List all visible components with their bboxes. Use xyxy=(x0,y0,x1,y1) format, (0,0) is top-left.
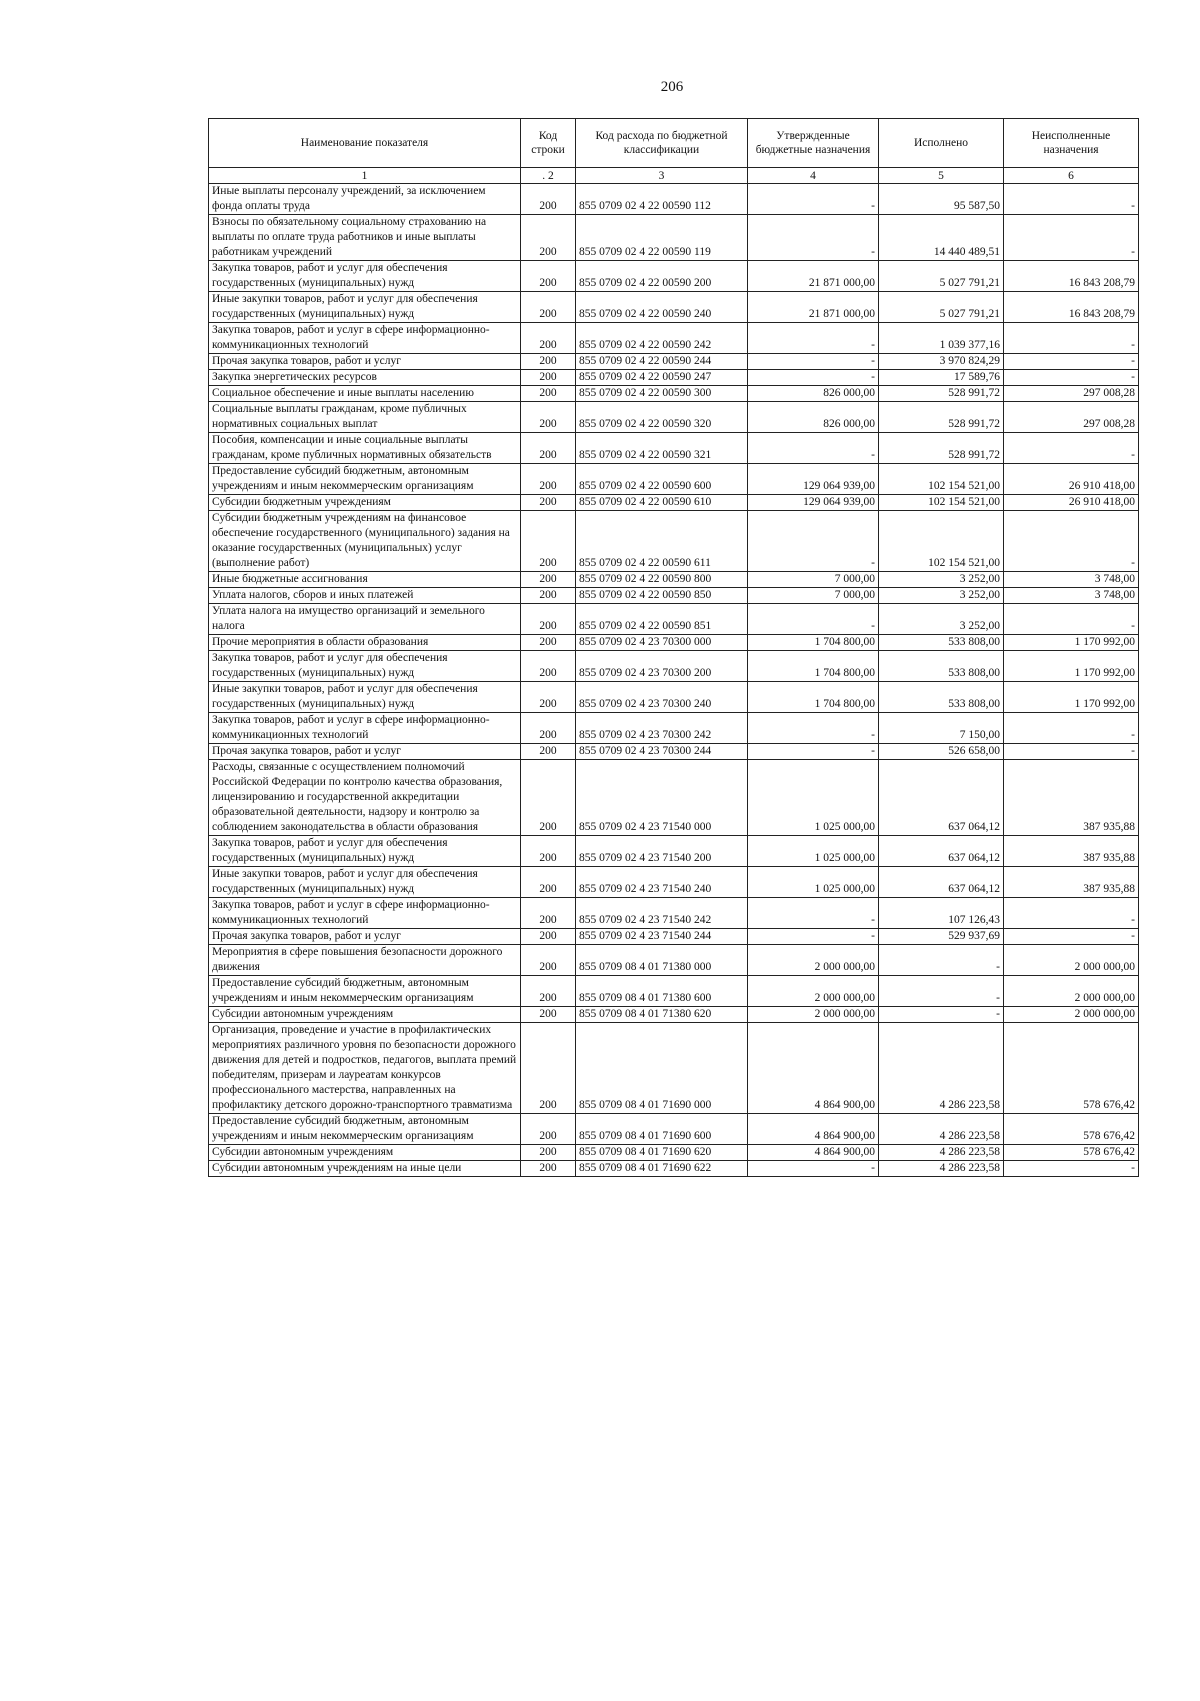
executed-amount-cell: 102 154 521,00 xyxy=(879,464,1004,495)
approved-amount-cell: 1 025 000,00 xyxy=(748,836,879,867)
budget-code-cell: 855 0709 02 4 23 71540 240 xyxy=(576,867,748,898)
table-row xyxy=(209,184,1139,215)
line-code-cell: 200 xyxy=(521,370,576,386)
indicator-name-cell: Мероприятия в сфере повышения безопасности дорожного движения xyxy=(209,945,521,976)
line-code-cell: 200 xyxy=(521,215,576,261)
table-row xyxy=(209,635,1139,651)
table-row xyxy=(209,760,1139,836)
budget-code-cell: 855 0709 02 4 22 00590 244 xyxy=(576,354,748,370)
header-executed: Исполнено xyxy=(879,119,1004,168)
budget-code-cell: 855 0709 02 4 23 70300 240 xyxy=(576,682,748,713)
unexecuted-amount-cell: 3 748,00 xyxy=(1004,572,1139,588)
unexecuted-amount-cell: 578 676,42 xyxy=(1004,1023,1139,1114)
executed-amount-cell: 533 808,00 xyxy=(879,682,1004,713)
indicator-name-cell: Закупка энергетических ресурсов xyxy=(209,370,521,386)
indicator-name-cell: Закупка товаров, работ и услуг для обеспечения государственных (муниципальных) нужд xyxy=(209,651,521,682)
table-row xyxy=(209,1161,1139,1177)
indicator-name-cell: Иные выплаты персоналу учреждений, за исключением фонда оплаты труда xyxy=(209,184,521,215)
table-row xyxy=(209,588,1139,604)
unexecuted-amount-cell: - xyxy=(1004,511,1139,572)
executed-amount-cell: 7 150,00 xyxy=(879,713,1004,744)
indicator-name-cell: Социальное обеспечение и иные выплаты населению xyxy=(209,386,521,402)
budget-code-cell: 855 0709 08 4 01 71690 620 xyxy=(576,1145,748,1161)
indicator-name-cell: Пособия, компенсации и иные социальные выплаты гражданам, кроме публичных нормативных обязательств xyxy=(209,433,521,464)
column-number: 5 xyxy=(879,168,1004,184)
executed-amount-cell: 17 589,76 xyxy=(879,370,1004,386)
table-row xyxy=(209,495,1139,511)
unexecuted-amount-cell: 578 676,42 xyxy=(1004,1114,1139,1145)
budget-code-cell: 855 0709 08 4 01 71380 000 xyxy=(576,945,748,976)
budget-code-cell: 855 0709 02 4 22 00590 320 xyxy=(576,402,748,433)
approved-amount-cell: - xyxy=(748,511,879,572)
indicator-name-cell: Уплата налога на имущество организаций и земельного налога xyxy=(209,604,521,635)
approved-amount-cell: - xyxy=(748,323,879,354)
approved-amount-cell: 21 871 000,00 xyxy=(748,261,879,292)
budget-code-cell: 855 0709 02 4 22 00590 600 xyxy=(576,464,748,495)
indicator-name-cell: Иные закупки товаров, работ и услуг для обеспечения государственных (муниципальных) нужд xyxy=(209,292,521,323)
approved-amount-cell: - xyxy=(748,354,879,370)
budget-execution-table xyxy=(208,118,1139,1177)
line-code-cell: 200 xyxy=(521,354,576,370)
executed-amount-cell: 3 970 824,29 xyxy=(879,354,1004,370)
table-row xyxy=(209,386,1139,402)
unexecuted-amount-cell: - xyxy=(1004,713,1139,744)
table-row xyxy=(209,945,1139,976)
header-unexecuted: Неисполненные назначения xyxy=(1004,119,1139,168)
indicator-name-cell: Субсидии автономным учреждениям xyxy=(209,1007,521,1023)
line-code-cell: 200 xyxy=(521,1161,576,1177)
table-row xyxy=(209,354,1139,370)
line-code-cell: 200 xyxy=(521,976,576,1007)
table-row xyxy=(209,929,1139,945)
table-row xyxy=(209,744,1139,760)
budget-code-cell: 855 0709 02 4 23 71540 000 xyxy=(576,760,748,836)
executed-amount-cell: 4 286 223,58 xyxy=(879,1023,1004,1114)
approved-amount-cell: - xyxy=(748,370,879,386)
unexecuted-amount-cell: - xyxy=(1004,604,1139,635)
unexecuted-amount-cell: 2 000 000,00 xyxy=(1004,1007,1139,1023)
line-code-cell: 200 xyxy=(521,588,576,604)
table-row xyxy=(209,898,1139,929)
unexecuted-amount-cell: - xyxy=(1004,370,1139,386)
column-number: 6 xyxy=(1004,168,1139,184)
table-row xyxy=(209,836,1139,867)
approved-amount-cell: 129 064 939,00 xyxy=(748,464,879,495)
line-code-cell: 200 xyxy=(521,744,576,760)
header-line-code: Код строки xyxy=(521,119,576,168)
executed-amount-cell: 637 064,12 xyxy=(879,836,1004,867)
executed-amount-cell: 102 154 521,00 xyxy=(879,495,1004,511)
table-row xyxy=(209,323,1139,354)
line-code-cell: 200 xyxy=(521,929,576,945)
line-code-cell: 200 xyxy=(521,760,576,836)
executed-amount-cell: 5 027 791,21 xyxy=(879,261,1004,292)
line-code-cell: 200 xyxy=(521,651,576,682)
budget-code-cell: 855 0709 08 4 01 71690 622 xyxy=(576,1161,748,1177)
executed-amount-cell: 3 252,00 xyxy=(879,604,1004,635)
line-code-cell: 200 xyxy=(521,1023,576,1114)
line-code-cell: 200 xyxy=(521,572,576,588)
budget-code-cell: 855 0709 02 4 23 71540 244 xyxy=(576,929,748,945)
line-code-cell: 200 xyxy=(521,713,576,744)
approved-amount-cell: 1 025 000,00 xyxy=(748,867,879,898)
executed-amount-cell: 102 154 521,00 xyxy=(879,511,1004,572)
executed-amount-cell: 4 286 223,58 xyxy=(879,1161,1004,1177)
unexecuted-amount-cell: 387 935,88 xyxy=(1004,836,1139,867)
column-number-row xyxy=(209,168,1139,184)
approved-amount-cell: - xyxy=(748,744,879,760)
indicator-name-cell: Прочая закупка товаров, работ и услуг xyxy=(209,744,521,760)
executed-amount-cell: 107 126,43 xyxy=(879,898,1004,929)
unexecuted-amount-cell: - xyxy=(1004,354,1139,370)
unexecuted-amount-cell: 16 843 208,79 xyxy=(1004,261,1139,292)
unexecuted-amount-cell: 297 008,28 xyxy=(1004,386,1139,402)
executed-amount-cell: 637 064,12 xyxy=(879,760,1004,836)
executed-amount-cell: 528 991,72 xyxy=(879,433,1004,464)
indicator-name-cell: Иные закупки товаров, работ и услуг для обеспечения государственных (муниципальных) нужд xyxy=(209,682,521,713)
unexecuted-amount-cell: - xyxy=(1004,898,1139,929)
table-row xyxy=(209,215,1139,261)
line-code-cell: 200 xyxy=(521,1145,576,1161)
indicator-name-cell: Субсидии бюджетным учреждениям xyxy=(209,495,521,511)
executed-amount-cell: 1 039 377,16 xyxy=(879,323,1004,354)
table-row xyxy=(209,433,1139,464)
table-row xyxy=(209,976,1139,1007)
table-row xyxy=(209,604,1139,635)
approved-amount-cell: 7 000,00 xyxy=(748,588,879,604)
table-row xyxy=(209,292,1139,323)
indicator-name-cell: Взносы по обязательному социальному страхованию на выплаты по оплате труда работников и иные выплаты работникам учреждений xyxy=(209,215,521,261)
approved-amount-cell: - xyxy=(748,1161,879,1177)
unexecuted-amount-cell: 26 910 418,00 xyxy=(1004,495,1139,511)
unexecuted-amount-cell: - xyxy=(1004,744,1139,760)
line-code-cell: 200 xyxy=(521,184,576,215)
table-row xyxy=(209,1145,1139,1161)
line-code-cell: 200 xyxy=(521,1007,576,1023)
line-code-cell: 200 xyxy=(521,604,576,635)
executed-amount-cell: 528 991,72 xyxy=(879,402,1004,433)
indicator-name-cell: Субсидии автономным учреждениям xyxy=(209,1145,521,1161)
approved-amount-cell: - xyxy=(748,433,879,464)
budget-code-cell: 855 0709 02 4 22 00590 300 xyxy=(576,386,748,402)
approved-amount-cell: - xyxy=(748,215,879,261)
table-row xyxy=(209,572,1139,588)
table-row xyxy=(209,370,1139,386)
unexecuted-amount-cell: 1 170 992,00 xyxy=(1004,651,1139,682)
table-body xyxy=(209,184,1139,1177)
budget-code-cell: 855 0709 02 4 22 00590 242 xyxy=(576,323,748,354)
approved-amount-cell: 4 864 900,00 xyxy=(748,1145,879,1161)
table-row xyxy=(209,464,1139,495)
approved-amount-cell: 2 000 000,00 xyxy=(748,976,879,1007)
approved-amount-cell: 1 704 800,00 xyxy=(748,682,879,713)
page-number: 206 xyxy=(660,79,684,95)
approved-amount-cell: 21 871 000,00 xyxy=(748,292,879,323)
approved-amount-cell: 2 000 000,00 xyxy=(748,945,879,976)
unexecuted-amount-cell: 2 000 000,00 xyxy=(1004,976,1139,1007)
budget-code-cell: 855 0709 02 4 23 70300 200 xyxy=(576,651,748,682)
executed-amount-cell: 14 440 489,51 xyxy=(879,215,1004,261)
header-budget-code: Код расхода по бюджетной классификации xyxy=(576,119,748,168)
line-code-cell: 200 xyxy=(521,682,576,713)
executed-amount-cell: 533 808,00 xyxy=(879,651,1004,682)
indicator-name-cell: Предоставление субсидий бюджетным, автономным учреждениям и иным некоммерческим организациям xyxy=(209,464,521,495)
budget-code-cell: 855 0709 02 4 22 00590 247 xyxy=(576,370,748,386)
executed-amount-cell: 637 064,12 xyxy=(879,867,1004,898)
approved-amount-cell: 1 704 800,00 xyxy=(748,651,879,682)
approved-amount-cell: 826 000,00 xyxy=(748,402,879,433)
table-row xyxy=(209,402,1139,433)
budget-code-cell: 855 0709 02 4 22 00590 851 xyxy=(576,604,748,635)
unexecuted-amount-cell: 1 170 992,00 xyxy=(1004,635,1139,651)
executed-amount-cell: 528 991,72 xyxy=(879,386,1004,402)
unexecuted-amount-cell: 26 910 418,00 xyxy=(1004,464,1139,495)
executed-amount-cell: 529 937,69 xyxy=(879,929,1004,945)
line-code-cell: 200 xyxy=(521,323,576,354)
line-code-cell: 200 xyxy=(521,945,576,976)
unexecuted-amount-cell: 1 170 992,00 xyxy=(1004,682,1139,713)
executed-amount-cell: 3 252,00 xyxy=(879,572,1004,588)
executed-amount-cell: 5 027 791,21 xyxy=(879,292,1004,323)
budget-code-cell: 855 0709 02 4 22 00590 112 xyxy=(576,184,748,215)
indicator-name-cell: Прочая закупка товаров, работ и услуг xyxy=(209,354,521,370)
unexecuted-amount-cell: - xyxy=(1004,323,1139,354)
budget-code-cell: 855 0709 02 4 22 00590 321 xyxy=(576,433,748,464)
table-row xyxy=(209,867,1139,898)
line-code-cell: 200 xyxy=(521,292,576,323)
indicator-name-cell: Организация, проведение и участие в профилактических мероприятиях различного уровня по безопасности дорожного движения для детей и подростков, педагогов, выплата премий победителям, призерам и лауреатам конкурсов профессионального мастерства, направленных на профилактику детского дорожно-транспортного травматизма xyxy=(209,1023,521,1114)
header-row xyxy=(209,119,1139,168)
table-row xyxy=(209,261,1139,292)
line-code-cell: 200 xyxy=(521,898,576,929)
budget-code-cell: 855 0709 02 4 23 70300 242 xyxy=(576,713,748,744)
approved-amount-cell: 4 864 900,00 xyxy=(748,1023,879,1114)
unexecuted-amount-cell: - xyxy=(1004,433,1139,464)
budget-code-cell: 855 0709 02 4 22 00590 611 xyxy=(576,511,748,572)
budget-code-cell: 855 0709 02 4 23 70300 244 xyxy=(576,744,748,760)
approved-amount-cell: 1 025 000,00 xyxy=(748,760,879,836)
indicator-name-cell: Субсидии автономным учреждениям на иные цели xyxy=(209,1161,521,1177)
unexecuted-amount-cell: 578 676,42 xyxy=(1004,1145,1139,1161)
budget-code-cell: 855 0709 02 4 22 00590 119 xyxy=(576,215,748,261)
indicator-name-cell: Предоставление субсидий бюджетным, автономным учреждениям и иным некоммерческим организациям xyxy=(209,1114,521,1145)
unexecuted-amount-cell: 387 935,88 xyxy=(1004,760,1139,836)
indicator-name-cell: Закупка товаров, работ и услуг в сфере информационно-коммуникационных технологий xyxy=(209,898,521,929)
line-code-cell: 200 xyxy=(521,511,576,572)
line-code-cell: 200 xyxy=(521,495,576,511)
line-code-cell: 200 xyxy=(521,635,576,651)
line-code-cell: 200 xyxy=(521,402,576,433)
executed-amount-cell: 526 658,00 xyxy=(879,744,1004,760)
budget-code-cell: 855 0709 02 4 23 71540 242 xyxy=(576,898,748,929)
unexecuted-amount-cell: - xyxy=(1004,1161,1139,1177)
column-number: . 2 xyxy=(521,168,576,184)
approved-amount-cell: 129 064 939,00 xyxy=(748,495,879,511)
approved-amount-cell: - xyxy=(748,898,879,929)
executed-amount-cell: - xyxy=(879,945,1004,976)
header-approved: Утвержденные бюджетные назначения xyxy=(748,119,879,168)
indicator-name-cell: Субсидии бюджетным учреждениям на финансовое обеспечение государственного (муниципального) задания на оказание государственных (муниципальных) услуг (выполнение работ) xyxy=(209,511,521,572)
approved-amount-cell: - xyxy=(748,929,879,945)
indicator-name-cell: Прочая закупка товаров, работ и услуг xyxy=(209,929,521,945)
indicator-name-cell: Иные бюджетные ассигнования xyxy=(209,572,521,588)
budget-code-cell: 855 0709 02 4 23 71540 200 xyxy=(576,836,748,867)
column-number: 4 xyxy=(748,168,879,184)
approved-amount-cell: 2 000 000,00 xyxy=(748,1007,879,1023)
table-row xyxy=(209,713,1139,744)
approved-amount-cell: - xyxy=(748,604,879,635)
budget-code-cell: 855 0709 02 4 22 00590 240 xyxy=(576,292,748,323)
budget-code-cell: 855 0709 02 4 22 00590 800 xyxy=(576,572,748,588)
header-indicator-name: Наименование показателя xyxy=(209,119,521,168)
approved-amount-cell: 826 000,00 xyxy=(748,386,879,402)
table-row xyxy=(209,511,1139,572)
unexecuted-amount-cell: 3 748,00 xyxy=(1004,588,1139,604)
unexecuted-amount-cell: - xyxy=(1004,215,1139,261)
indicator-name-cell: Закупка товаров, работ и услуг для обеспечения государственных (муниципальных) нужд xyxy=(209,836,521,867)
indicator-name-cell: Уплата налогов, сборов и иных платежей xyxy=(209,588,521,604)
budget-code-cell: 855 0709 02 4 22 00590 850 xyxy=(576,588,748,604)
budget-code-cell: 855 0709 02 4 22 00590 200 xyxy=(576,261,748,292)
table-row xyxy=(209,651,1139,682)
column-number: 1 xyxy=(209,168,521,184)
executed-amount-cell: 4 286 223,58 xyxy=(879,1145,1004,1161)
unexecuted-amount-cell: 387 935,88 xyxy=(1004,867,1139,898)
approved-amount-cell: 4 864 900,00 xyxy=(748,1114,879,1145)
executed-amount-cell: 4 286 223,58 xyxy=(879,1114,1004,1145)
executed-amount-cell: 3 252,00 xyxy=(879,588,1004,604)
table-row xyxy=(209,682,1139,713)
line-code-cell: 200 xyxy=(521,261,576,292)
line-code-cell: 200 xyxy=(521,386,576,402)
indicator-name-cell: Социальные выплаты гражданам, кроме публичных нормативных социальных выплат xyxy=(209,402,521,433)
executed-amount-cell: 533 808,00 xyxy=(879,635,1004,651)
executed-amount-cell: - xyxy=(879,976,1004,1007)
budget-code-cell: 855 0709 02 4 23 70300 000 xyxy=(576,635,748,651)
indicator-name-cell: Закупка товаров, работ и услуг в сфере информационно-коммуникационных технологий xyxy=(209,323,521,354)
executed-amount-cell: - xyxy=(879,1007,1004,1023)
indicator-name-cell: Закупка товаров, работ и услуг в сфере информационно-коммуникационных технологий xyxy=(209,713,521,744)
approved-amount-cell: 7 000,00 xyxy=(748,572,879,588)
unexecuted-amount-cell: 16 843 208,79 xyxy=(1004,292,1139,323)
column-number: 3 xyxy=(576,168,748,184)
table-row xyxy=(209,1023,1139,1114)
indicator-name-cell: Иные закупки товаров, работ и услуг для обеспечения государственных (муниципальных) нужд xyxy=(209,867,521,898)
indicator-name-cell: Расходы, связанные с осуществлением полномочий Российской Федерации по контролю качества образования, лицензированию и государственной аккредитации образовательной деятельности, надзору и контролю за соблюдением законодательства в области образования xyxy=(209,760,521,836)
table-row xyxy=(209,1114,1139,1145)
approved-amount-cell: - xyxy=(748,713,879,744)
approved-amount-cell: - xyxy=(748,184,879,215)
unexecuted-amount-cell: 297 008,28 xyxy=(1004,402,1139,433)
unexecuted-amount-cell: - xyxy=(1004,184,1139,215)
line-code-cell: 200 xyxy=(521,433,576,464)
budget-code-cell: 855 0709 08 4 01 71690 600 xyxy=(576,1114,748,1145)
approved-amount-cell: 1 704 800,00 xyxy=(748,635,879,651)
budget-code-cell: 855 0709 08 4 01 71380 600 xyxy=(576,976,748,1007)
line-code-cell: 200 xyxy=(521,464,576,495)
budget-code-cell: 855 0709 02 4 22 00590 610 xyxy=(576,495,748,511)
indicator-name-cell: Предоставление субсидий бюджетным, автономным учреждениям и иным некоммерческим организациям xyxy=(209,976,521,1007)
unexecuted-amount-cell: 2 000 000,00 xyxy=(1004,945,1139,976)
indicator-name-cell: Прочие мероприятия в области образования xyxy=(209,635,521,651)
line-code-cell: 200 xyxy=(521,867,576,898)
executed-amount-cell: 95 587,50 xyxy=(879,184,1004,215)
line-code-cell: 200 xyxy=(521,1114,576,1145)
indicator-name-cell: Закупка товаров, работ и услуг для обеспечения государственных (муниципальных) нужд xyxy=(209,261,521,292)
budget-code-cell: 855 0709 08 4 01 71690 000 xyxy=(576,1023,748,1114)
budget-code-cell: 855 0709 08 4 01 71380 620 xyxy=(576,1007,748,1023)
unexecuted-amount-cell: - xyxy=(1004,929,1139,945)
table-row xyxy=(209,1007,1139,1023)
line-code-cell: 200 xyxy=(521,836,576,867)
